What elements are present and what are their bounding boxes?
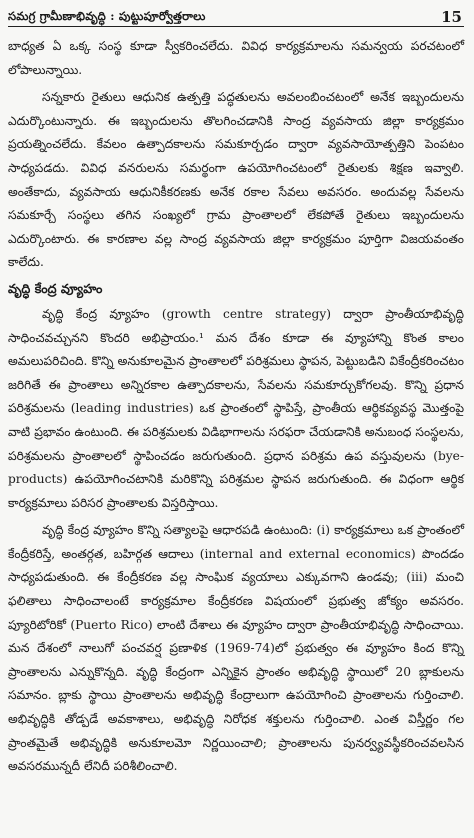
page-header [8,4,464,27]
paragraph-1: బాధ్యత ఏ ఒక్క సంస్థ కూడా స్వీకరించలేదు. వివిధ కార్యక్రమాలను సమన్వయ పరచటంలో లోపాలున్నాయి. [8,39,464,77]
paragraph-3: వృద్ధి కేంద్ర వ్యూహం (growth centre strategy) ద్వారా ప్రాంతీయాభివృద్ధి సాధించవచ్చునని కొందరి అభిప్రాయం.¹ మన దేశం కూడా ఈ వ్యూహాన్ని కొంత కాలం అమలుపరిచింది. కొన్ని అనుకూలమైన ప్రాంతాలలో పరిశ్రమలు స్థాపన, పెట్టుబడిని వికేంద్రీకరించటం జరిగితే ఈ ప్రాంతాలు అన్నిరకాల ఉత్పాదకాలను, సేవలను సమకూర్చుకోగలవు. కొన్ని ప్రధాన పరిశ్రమలను (leading industries) ఒక ప్రాంతంలో స్థాపిస్తే, ప్రాంతీయ ఆర్థికవ్యవస్థ మొత్తంపై వాటి ప్రభావం ఉంటుంది. ఈ పరిశ్రమలకు విడిభాగాలను సరఫరా చేయడానికి అనుబంధ సంస్థలను, పరిశ్రమలను ప్రాంతాలలో స్థాపించడం జరుగుతుంది. ప్రధాన పరిశ్రమ ఉప వస్తువులను (bye-products) ఉపయోగించటానికి మరికొన్ని పరిశ్రమల స్థాపన జరుగుతుంది. ఈ విధంగా ఆర్థిక కార్యక్రమాలు పరిసర ప్రాంతాలకు విస్తరిస్తాయి. [8,306,464,510]
running-title: సమగ్ర గ్రామీణాభివృద్ధి : పుట్టుపూర్వోత్తరాలు [8,9,206,23]
section-heading: వృద్ధి కేంద్ర వ్యూహం [8,280,103,296]
paragraph-2: సన్నకారు రైతులు ఆధునిక ఉత్పత్తి పద్ధతులను అవలంబించటంలో అనేక ఇబ్బందులను ఎదుర్కొంటున్నారు. ఈ ఇబ్బందులను తొలగించడానికి సాంద్ర వ్యవసాయ జిల్లా కార్యక్రమం ప్రయత్నించలేదు. కేవలం ఉత్పాదకాలను సమకూర్చడం ద్వారా వ్యవసాయోత్పత్తిని పెంపటం సాధ్యపడదు. వివిధ వనరులను సమర్థంగా ఉపయోగించటంలో రైతులకు శిక్షణ ఇవ్వాలి. అంతేకాదు, వ్యవసాయ ఆధునికీకరణకు అనేక రకాల సేవలు అవసరం. అందువల్ల సేవలను సమకూర్చే సంస్థలు తగిన సంఖ్యలో గ్రామ ప్రాంతాలలో లేకపోతే రైతులు ఇబ్బందులను ఎదుర్కొంటారు. ఈ కారణాల వల్ల సాంద్ర వ్యవసాయ జిల్లా కార్యక్రమం పూర్తిగా విజయవంతం కాలేదు. [8,90,464,270]
paragraph-4: వృద్ధి కేంద్ర వ్యూహం కొన్ని సత్యాలపై ఆధారపడి ఉంటుంది: (i) కార్యక్రమాలు ఒక ప్రాంతంలో కేంద్రీకరిస్తే, అంతర్గత, బహిర్గత ఆదాలు (internal and external economics) పొందడం సాధ్యపడుతుంది. ఈ కేంద్రీకరణ వల్ల సాంఘిక వ్యయాలు ఎక్కువగాని ఉండవు; (iii) మంచి ఫలితాలు సాధించాలంటే కార్యక్రమాల కేంద్రీకరణ విషయంలో ప్రభుత్వ జోక్యం అవసరం. ప్యూరిటోరికో (Puerto Rico) లాంటి దేశాలు ఈ వ్యూహం ద్వారా ప్రాంతీయాభివృద్ధి సాధించాయి. మన దేశంలో నాలుగో పంచవర్ష ప్రణాళిక (1969-74)లో ప్రభుత్వం ఈ వ్యూహం కింద కొన్ని ప్రాంతాలను ఎన్నుకొన్నది. వృద్ధి కేంద్రంగా ఎన్నికైన ప్రాంతం అభివృద్ధి స్థాయిలో 20 బ్లాకులను సమానం. బ్లాకు స్థాయి ప్రాంతాలను అభివృద్ధి కేంద్రాలుగా ఉపయోగించి ప్రాంతాలను గుర్తించాలి. అభివృద్ధికి తోడ్పడే అవకాశాలు, అభివృద్ధి నిరోధక శక్తులను గుర్తించాలి. ఎంత విస్తీర్ణం గల ప్రాంతమైతే అభివృద్ధికి అనుకూలమో నిర్ణయించాలి; ప్రాంతాలను పునర్వ్యవస్థీకరించవలసిన అవసరమున్నదీ లేనిదీ పరిశీలించాలి. [8,523,464,774]
page-number: 15 [441,8,462,26]
page-body [8,35,464,779]
